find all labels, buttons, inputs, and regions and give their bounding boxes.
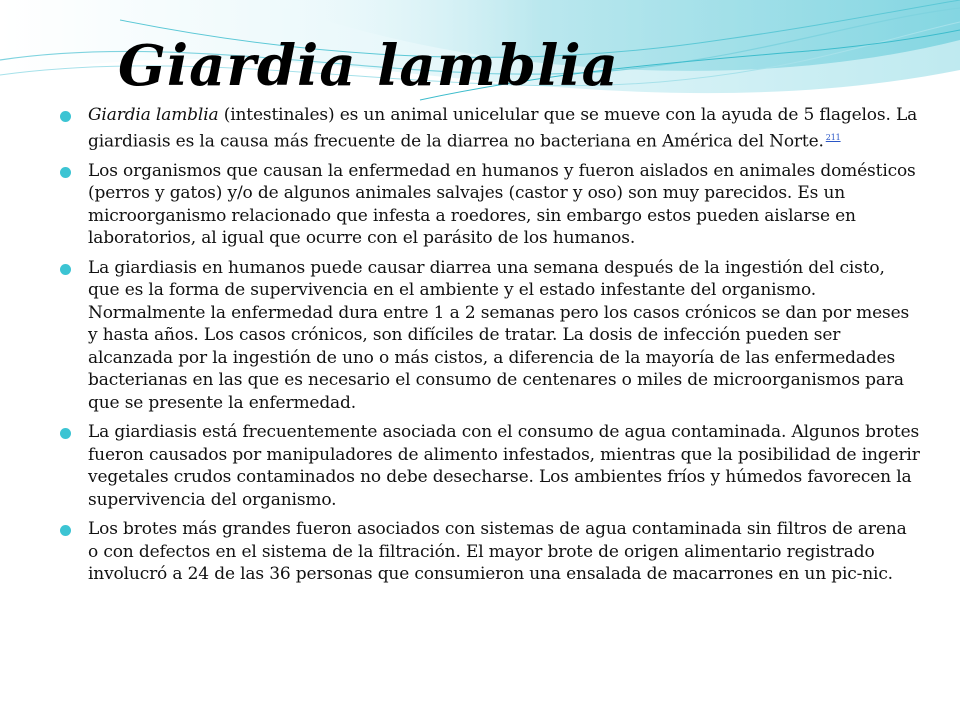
bullet-text: La giardiasis está frecuentemente asociada con el consumo de agua contaminada. Algunos brotes fueron causados por manipuladores de alimento infestados, mientras que la posibilidad de ingerir vegetales crudos contaminados no debe desecharse. Los ambientes fríos y húmedos favorecen la supervivencia del organismo.	[88, 422, 920, 510]
slide-title: Giardia lamblia	[118, 33, 619, 99]
footnote-reference-link[interactable]: 211	[825, 132, 841, 142]
bullet-item	[60, 257, 920, 415]
bullet-text: Los brotes más grandes fueron asociados con sistemas de agua contaminada sin filtros de arena o con defectos en el sistema de la filtración. El mayor brote de origen alimentario registrado involucró a 24 de las 36 personas que consumieron una ensalada de macarrones en un pic-nic.	[88, 519, 907, 585]
bullet-text	[88, 104, 920, 153]
bullet-dot-icon	[60, 428, 71, 439]
bullet-text: Los organismos que causan la enfermedad en humanos y fueron aislados en animales domésticos (perros y gatos) y/o de algunos animales salvajes (castor y oso) son muy parecidos. Es un microorganismo relacionado que infesta a roedores, sin embargo estos pueden aislarse en laboratorios, al igual que ocurre con el parásito de los humanos.	[88, 160, 916, 249]
bullet-item	[60, 421, 920, 511]
bullet-text: La giardiasis en humanos puede causar diarrea una semana después de la ingestión del cisto, que es la forma de supervivencia en el ambiente y el estado infestante del organismo. Normalmente la enfermedad dura entre 1 a 2 semanas pero los casos crónicos se dan por meses y hasta años. Los casos crónicos, son difíciles de tratar. La dosis de infección pueden ser alcanzada por la ingestión de uno o más cistos, a diferencia de la mayoría de las enfermedades bacterianas en las que es necesario el consumo de centenares o miles de microorganismos para que se presente la enfermedad.	[88, 257, 910, 413]
bullet-dot-icon	[60, 525, 71, 536]
bullet-dot-icon	[60, 111, 71, 122]
bullet-dot-icon	[60, 167, 71, 178]
bullet-dot-icon	[60, 264, 71, 275]
bullet-body: (intestinales) es un animal unicelular que se mueve con la ayuda de 5 flagelos. La giardiasis es la causa más frecuente de la diarrea no bacteriana en América del Norte.	[88, 105, 918, 152]
bullet-list	[60, 104, 920, 593]
bullet-item	[60, 160, 920, 250]
bullet-italic-lead: Giardia lamblia	[88, 105, 219, 125]
bullet-item	[60, 104, 920, 153]
bullet-item	[60, 518, 920, 586]
